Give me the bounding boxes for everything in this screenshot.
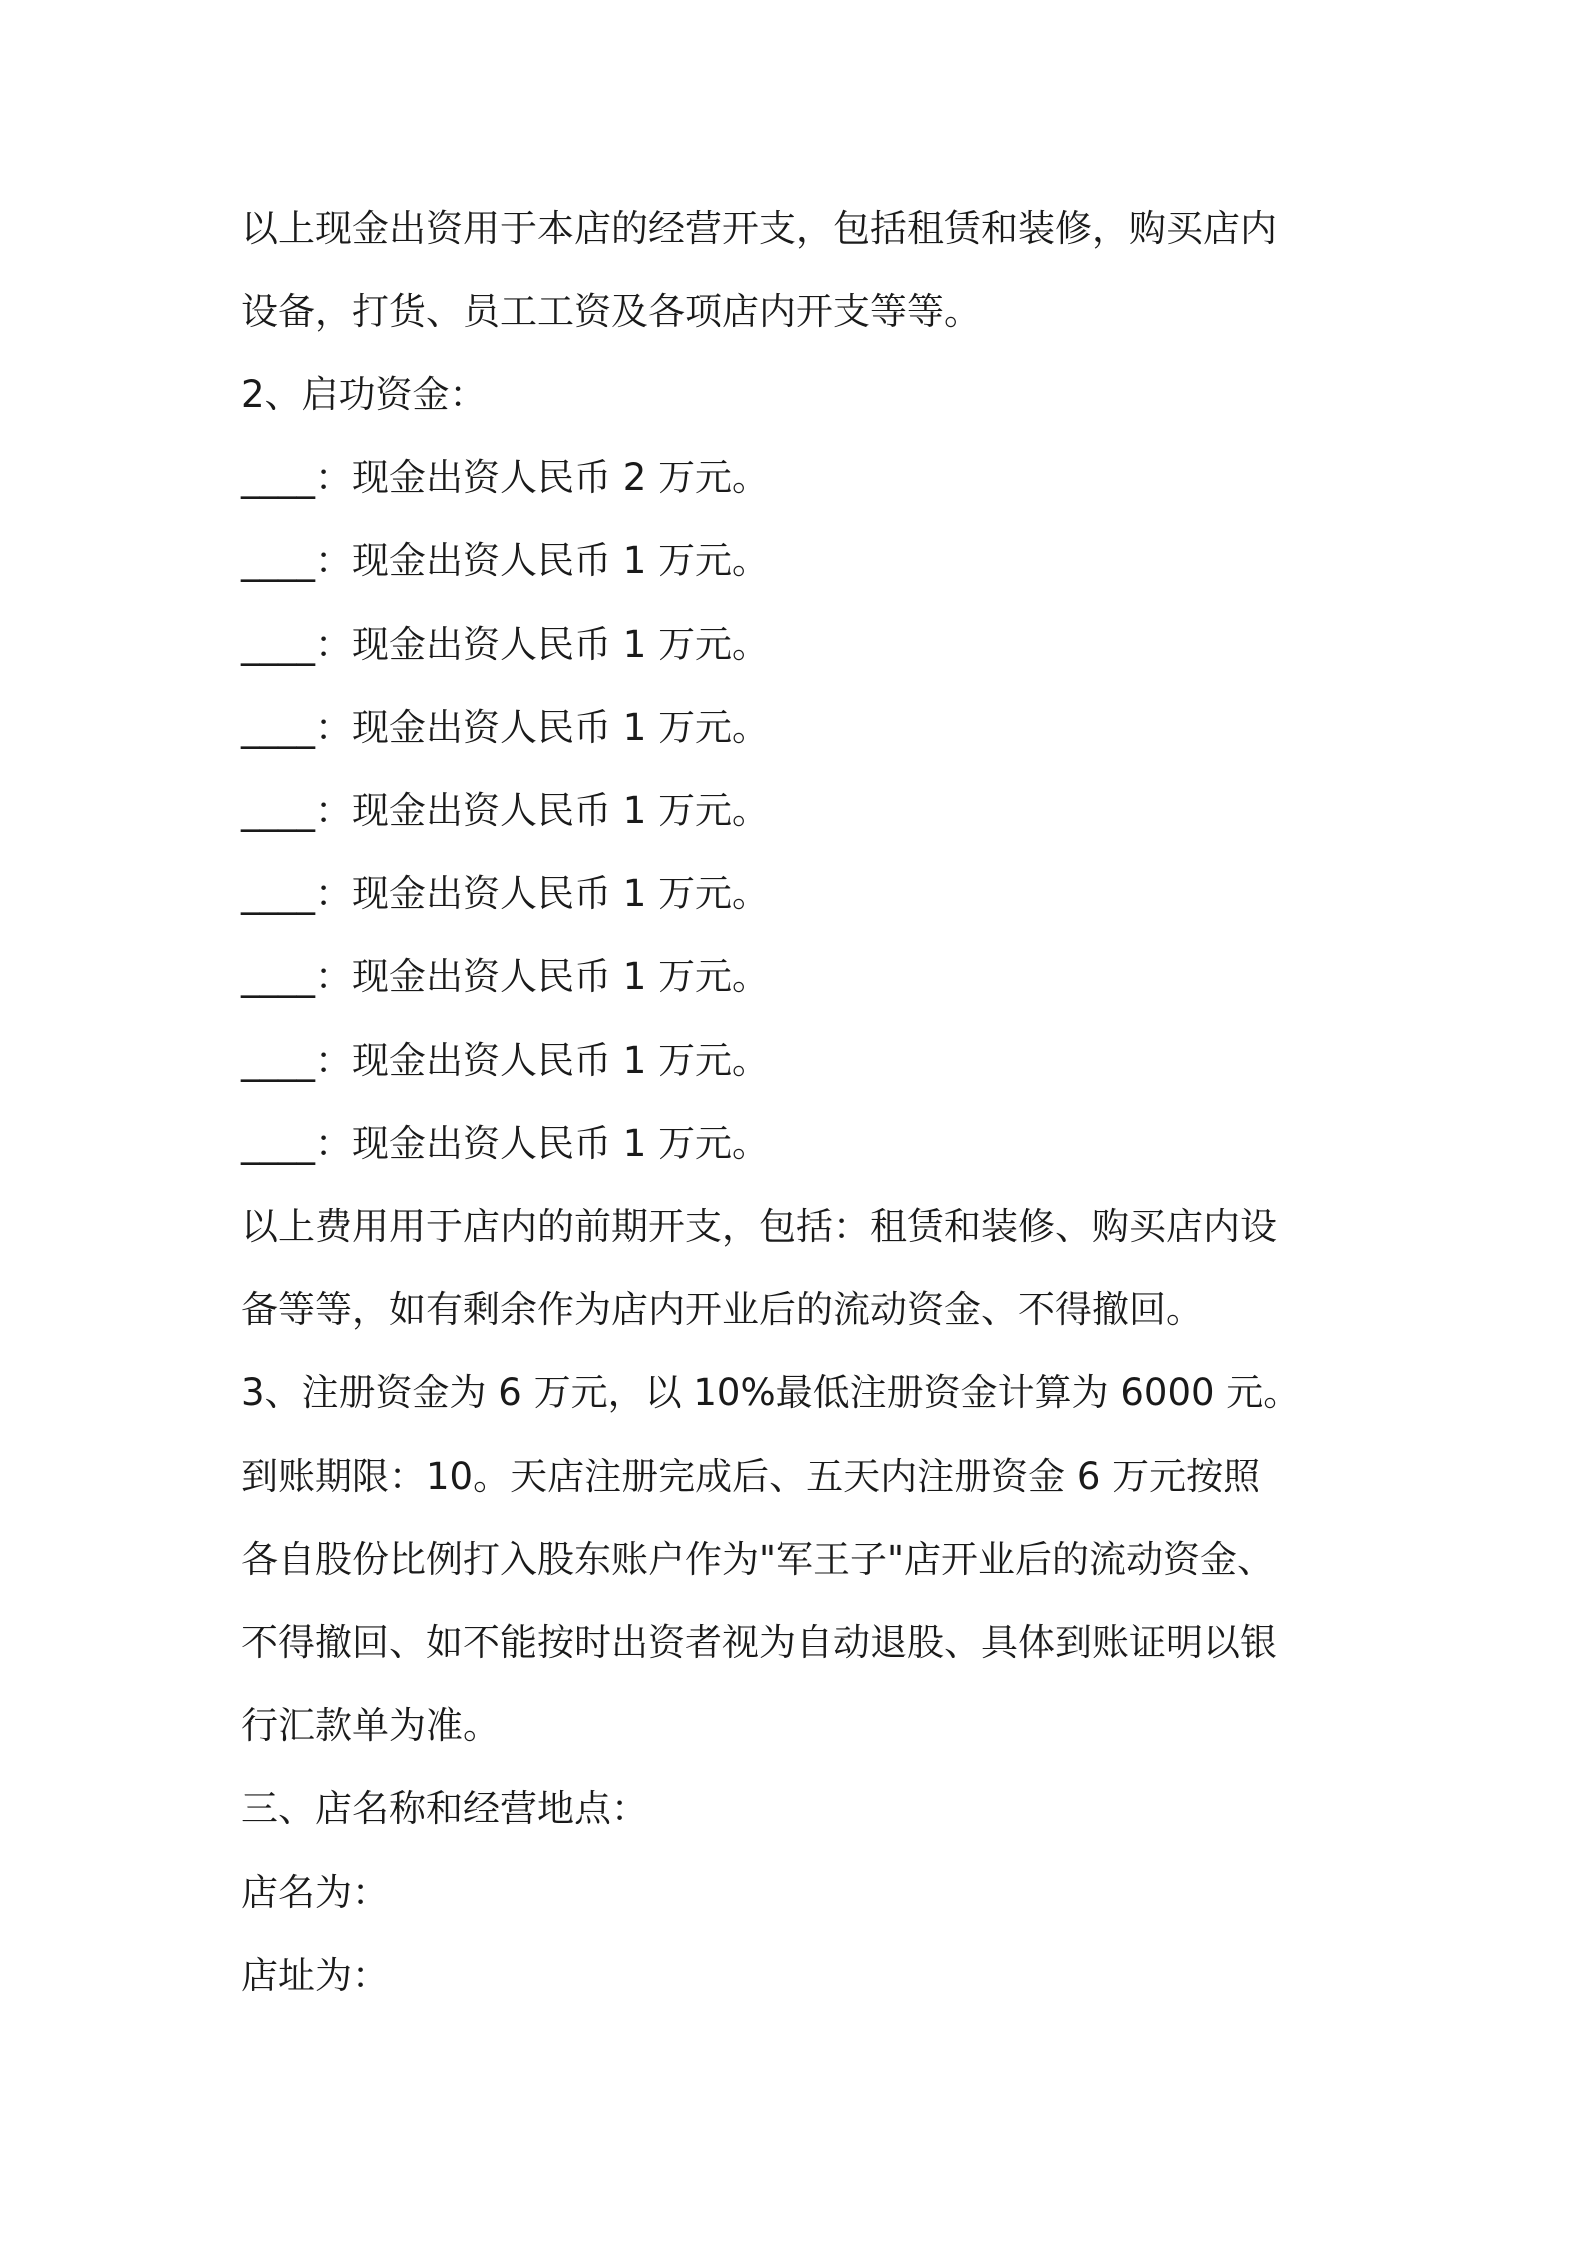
text-line: 设备，打货、员工工资及各项店内开支等等。 xyxy=(241,290,981,333)
section-heading: 三、店名称和经营地点： xyxy=(241,1787,648,1830)
text-line: 行汇款单为准。 xyxy=(241,1704,500,1747)
text-line: 各自股份比例打入股东账户作为"军王子"店开业后的流动资金、 xyxy=(241,1538,1275,1581)
text-line: 以上费用用于店内的前期开支，包括：租赁和装修、购买店内设 xyxy=(241,1205,1277,1248)
section-heading: 2、启功资金： xyxy=(241,373,487,416)
contribution-line: ____：现金出资人民币 1 万元。 xyxy=(241,789,770,832)
contribution-line: ____：现金出资人民币 1 万元。 xyxy=(241,539,770,582)
contribution-line: ____：现金出资人民币 1 万元。 xyxy=(241,1122,770,1165)
contribution-line: ____：现金出资人民币 2 万元。 xyxy=(241,456,770,499)
contribution-line: ____：现金出资人民币 1 万元。 xyxy=(241,1039,770,1082)
text-line: 备等等，如有剩余作为店内开业后的流动资金、不得撤回。 xyxy=(241,1288,1203,1331)
store-address-label: 店址为： xyxy=(241,1954,389,1997)
text-line: 到账期限：10。天店注册完成后、五天内注册资金 6 万元按照 xyxy=(241,1455,1261,1498)
text-line: 以上现金出资用于本店的经营开支，包括租赁和装修，购买店内 xyxy=(241,207,1277,250)
contribution-line: ____：现金出资人民币 1 万元。 xyxy=(241,872,770,915)
contribution-line: ____：现金出资人民币 1 万元。 xyxy=(241,623,770,666)
contribution-line: ____：现金出资人民币 1 万元。 xyxy=(241,955,770,998)
text-line: 不得撤回、如不能按时出资者视为自动退股、具体到账证明以银 xyxy=(241,1621,1277,1664)
section-heading: 3、注册资金为 6 万元，以 10%最低注册资金计算为 6000 元。 xyxy=(241,1371,1301,1414)
contribution-line: ____：现金出资人民币 1 万元。 xyxy=(241,706,770,749)
store-name-label: 店名为： xyxy=(241,1871,389,1914)
